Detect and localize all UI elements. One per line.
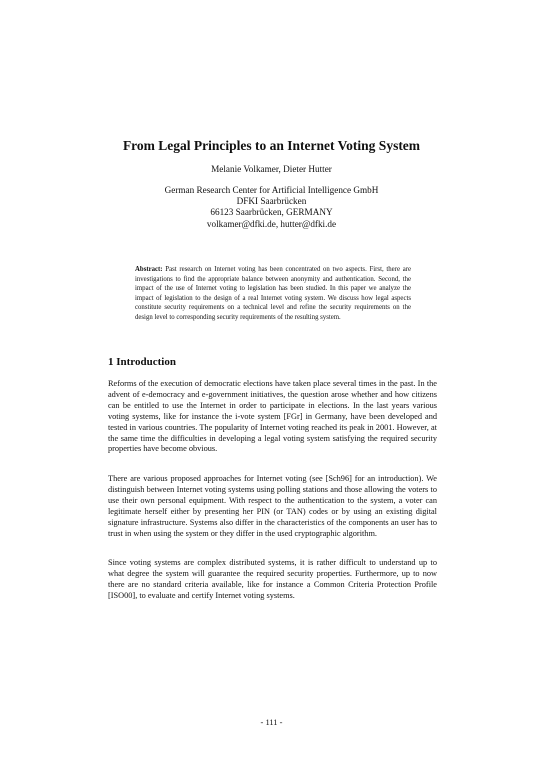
- paper-title: From Legal Principles to an Internet Voting System: [122, 138, 421, 153]
- abstract-label: Abstract:: [135, 266, 163, 273]
- body-paragraph-2: There are various proposed approaches for Internet voting (see [Sch96] for an introduction). We distinguish between Internet voting systems using polling stations and those allowing the voters to use their own personal equipment. With respect to the authentication to the system, a voter can legitimate herself either by presenting her PIN (or TAN) codes or by using an existing digital signature infrastructure. Systems also differ in the characteristics of the components an user has to trust in when using the system or they differ in the used cryptographic algorithm.: [108, 474, 437, 538]
- abstract-text: Past research on Internet voting has been concentrated on two aspects. First, there are investigations to find the appropriate balance between anonymity and authentication. Second, the impact of the use of Internet voting to legislation has been studied. In this paper we analyze the impact of legislation to the design of a real Internet voting system. We discuss how legal aspects constitute security requirements on a technical level and refine the security requirements on the design level to corresponding security requirements of the resulting system.: [135, 266, 411, 321]
- affiliation-organization: German Research Center for Artificial Intelligence GmbH: [164, 185, 379, 195]
- affiliation-emails: volkamer@dfki.de, hutter@dfki.de: [206, 218, 337, 229]
- body-paragraph-3: Since voting systems are complex distributed systems, it is rather difficult to understand up to what degree the system will guarantee the required security properties. Furthermore, up to now there are no standard criteria available, like for instance a Common Criteria Protection Profile [ISO00], to evaluate and certify Internet voting systems.: [108, 558, 437, 600]
- author-list: Melanie Volkamer, Dieter Hutter: [211, 164, 332, 174]
- body-paragraph-1: Reforms of the execution of democratic elections have taken place several times in the past. In the advent of e-democracy and e-government initiatives, the question arose whether and how citizens can be entitled to use the Internet in order to participate in elections. In the last years various voting systems, like for instance the i-vote system [FGr] in Germany, have been developed and tested in various countries. The popularity of Internet voting reached its peak in 2001. However, at the same time the difficulties in developing a legal voting system satisfying the required security properties have become obvious.: [108, 379, 437, 454]
- section-heading: 1 Introduction: [108, 356, 176, 368]
- abstract-block: [135, 265, 411, 322]
- page-number: - 111 -: [260, 717, 283, 727]
- affiliation-institute: DFKI Saarbrücken: [236, 196, 307, 207]
- affiliation-address: 66123 Saarbrücken, GERMANY: [210, 207, 333, 218]
- affiliation-block: [0, 185, 543, 230]
